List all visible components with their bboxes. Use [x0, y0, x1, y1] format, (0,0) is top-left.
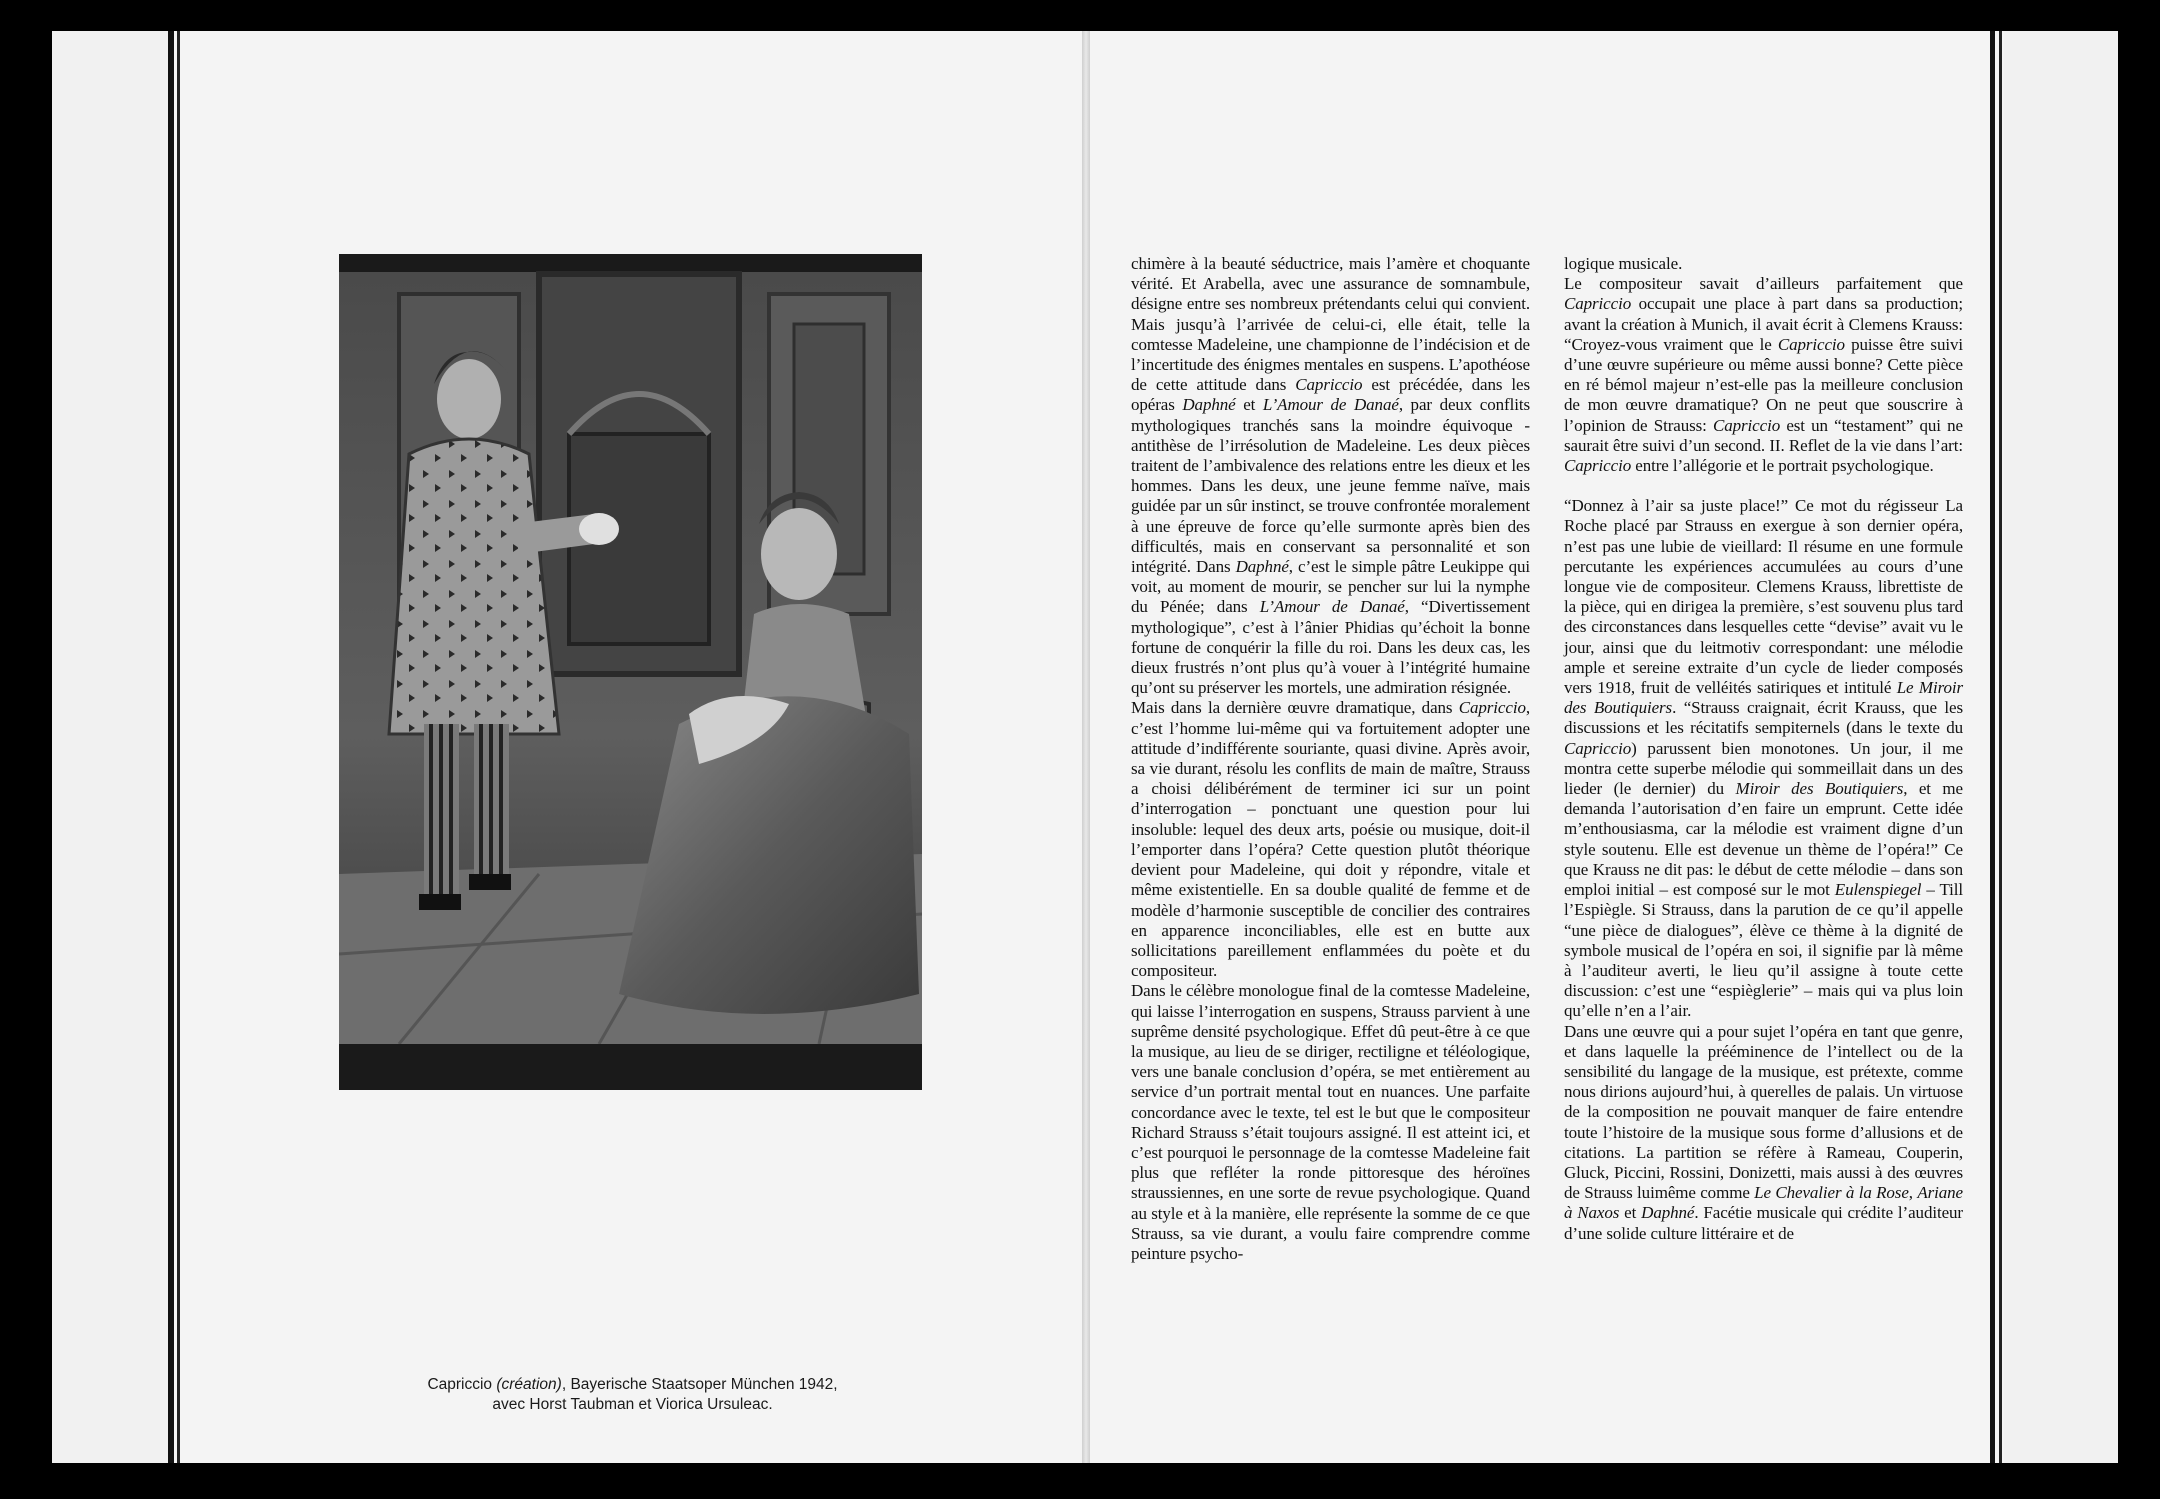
text-run: est précédée, dans les opéras: [1131, 375, 1530, 415]
italic-title: Capriccio: [1564, 456, 1632, 476]
left-border-rule-thin: [177, 31, 180, 1463]
col2-paragraph-3: [1564, 496, 1963, 1021]
italic-title: Capriccio: [1777, 334, 1845, 354]
text-run: ) parussent bien monotones. Un jour, il me montra cette superbe mélodie qui sommeillait dans un des lieder (le dernier) du: [1564, 738, 1963, 799]
text-run: Dans une œuvre qui a pour sujet l’opéra en tant que genre, et dans laquelle la prééminence de l’intellect ou de la sensibilité du langage de la musique, est prétexte, comme nous dirions aujourd’hui, à querelles de palais. Un virtuose de la composition ne pouvait manquer de faire entendre toute l’histoire de la musique sous forme d’allusions et de citations. La partition se réfère à Rameau, Couperin, Gluck, Piccini, Rossini, Donizetti, mais aussi à des œuvres de Strauss luimême comme: [1564, 1021, 1963, 1203]
italic-title: Miroir des Boutiquiers: [1735, 779, 1904, 799]
italic-title: Daphné: [1641, 1203, 1695, 1223]
book-gutter: [1082, 31, 1090, 1463]
italic-title: Le Chevalier à la Rose: [1754, 1183, 1909, 1203]
italic-title: Le Miroir des Boutiquiers: [1564, 678, 1963, 718]
italic-title: Capriccio: [1713, 415, 1781, 435]
text-run: est un “testament” qui ne saurait être suivi d’un second. II. Reflet de la vie dans l’art:: [1564, 415, 1964, 455]
text-run: et: [1235, 395, 1263, 415]
text-run: , et me demanda l’autorisation d’en faire un emprunt. Cette idée m’enthousiasma, car la mélodie est vraiment digne d’un style soutenu. Elle est devenue un thème de l’opéra!” Ce que Krauss ne dit pas: le début de cette mélodie – dans son emploi initial – est composé sur le mot: [1564, 779, 1963, 900]
italic-title: L’Amour de Danaé: [1262, 395, 1399, 415]
col2-paragraph-2: [1564, 274, 1963, 476]
caption-venue: , Bayerische Staatsoper München 1942,: [561, 1376, 838, 1393]
caption-line-2: avec Horst Taubman et Viorica Ursuleac.: [492, 1396, 773, 1413]
text-run: chimère à la beauté séductrice, mais l’amère et choquante vérité. Et Arabella, avec une assurance de somnambule, désigne entre ses nombreux prétendants celui qui convient. Mais jusqu’à l’arrivée de celui-ci, elle était, telle la comtesse Madeleine, une championne de l’indécision et de l’incertitude des énigmes mentales en suspens. L’apothéose de cette attitude dans: [1131, 254, 1530, 395]
right-border-rule: [1990, 31, 1995, 1463]
italic-title: Capriccio: [1564, 294, 1632, 314]
italic-title: Capriccio: [1564, 738, 1632, 758]
left-border-rule: [168, 31, 174, 1463]
text-run: , c’est l’homme lui-même qui va fortuitement adopter une attitude d’indifférente souriante, quasi divine. Après avoir, sa vie durant, résolu les conflits de main de maître, Strauss a choisi délibérément de terminer ici sur un point d’interrogation – ponctuant une question pour lui insoluble: lequel des deux arts, poésie ou musique, doit-il l’emporter dans l’opéra? Cette question plutôt théorique devient pour Madeleine, qui doit y répondre, vitale et même existentielle. En sa double qualité de femme et de modèle d’harmonie susceptible de concilier des contraires en apparence inconciliables, elle est en butte aux sollicitations pareillement enflammées du poète et du compositeur.: [1131, 698, 1530, 981]
text-run: et: [1619, 1203, 1642, 1223]
italic-title: Capriccio: [1458, 698, 1526, 718]
italic-title: Ariane à Naxos: [1564, 1183, 1963, 1223]
right-page-margin: [2004, 31, 2118, 1463]
text-run: Dans le célèbre monologue final de la comtesse Madeleine, qui laisse l’interrogation en suspens, Strauss parvient à une suprême densité psychologique. Effet dû peut-être à ce que la musique, au lieu de se diriger, rectiligne et téléologique, vers une banale conclusion d’opéra, se met entièrement au service d’un portrait mental tout en nuances. Une parfaite concordance avec le texte, tel est le but que le compositeur Richard Strauss s’était toujours assigné. Il est atteint ici, et c’est pourquoi le personnage de la comtesse Madeleine fait plus que refléter la ronde pittoresque des héroïnes straussiennes, en une sorte de revue psychologique. Quand au style et à la manière, elle représente la somme de ce que Strauss, sa vie durant, a voulu faire comprendre comme peinture psycho-: [1131, 981, 1530, 1263]
caption-creation-note: (création): [496, 1376, 562, 1393]
text-run: “Donnez à l’air sa juste place!” Ce mot du régisseur La Roche placé par Strauss en exergue à son dernier opéra, n’est pas une lubie de vieillard: Il résume en une formule percutante les expériences accumulées au cours d’une longue vie de compositeur. Clemens Krauss, librettiste de la pièce, qui en dirigea la première, s’est souvenu plus tard des circonstances dans lesquelles cette “devise” avait vu le jour, ainsi que du leitmotiv correspondant: une mélodie ample et sereine extraite d’un cycle de lieder composés vers 1918, fruit de velléités satiriques et intitulé: [1564, 496, 1963, 698]
text-run: , c’est le simple pâtre Leukippe qui voit, au moment de mourir, se pencher sur lui la nymphe du Pénée; dans: [1131, 557, 1530, 617]
text-run: occupait une place à part dans sa production; avant la création à Munich, il avait écrit à Clemens Krauss: “Croyez-vous vraiment que le: [1564, 294, 1963, 354]
stage-photograph: [339, 254, 922, 1090]
stage-photograph-illustration: [339, 254, 922, 1090]
text-run: – Till l’Espiègle. Si Strauss, dans la parution de ce qu’il appelle “une pièce de dialogues”, élève ce thème à la dignité de symbole musical de l’opéra en soi, il signifie par là même à l’auditeur averti, le lieu qu’il assigne à toute cette discussion: c’est une “espièglerie” – mais qui va plus loin qu’elle n’en a l’air.: [1564, 880, 1964, 1021]
text-run: puisse être suivi d’une œuvre supérieure ou même aussi bonne? Cette pièce en ré bémol majeur n’est-elle pas la meilleure conclusion de mon œuvre dramatique? On ne peut que souscrire à l’opinion de Strauss:: [1564, 334, 1963, 435]
photo-caption: [330, 1375, 935, 1415]
text-run: Mais dans la dernière œuvre dramatique, dans: [1131, 698, 1459, 718]
left-page-margin: [52, 31, 168, 1463]
text-column-1: [1131, 254, 1530, 1264]
col2-paragraph-4: [1564, 1022, 1963, 1244]
col2-paragraph-1: [1564, 254, 1963, 274]
col1-paragraph-1: [1131, 254, 1530, 698]
italic-title: Daphné: [1182, 395, 1236, 415]
text-run: entre l’allégorie et le portrait psychologique.: [1631, 456, 1934, 476]
italic-title: L’Amour de Danaé: [1259, 597, 1405, 617]
caption-line-1: [330, 1375, 935, 1395]
text-run: Le compositeur savait d’ailleurs parfaitement que: [1564, 274, 1963, 294]
caption-title: Capriccio: [427, 1376, 497, 1393]
col1-paragraph-2: [1131, 698, 1530, 981]
text-run: , par deux conflits mythologiques tranchés sans la moindre équivoque - antithèse de l’irrésolution de Madeleine. Les deux pièces traitent de l’ambivalence des relations entre les dieux et les hommes. Dans les deux, une jeune femme naïve, mais guidée par un sûr instinct, se trouve confrontée moralement à une épreuve de force qu’elle surmonte après bien des difficultés, mais en conservant sa personnalité et son intégrité. Dans: [1131, 395, 1530, 577]
right-border-rule-thin: [1999, 31, 2002, 1463]
text-run: logique musicale.: [1564, 254, 1683, 273]
col1-paragraph-3: [1131, 981, 1530, 1264]
text-run: ,: [1908, 1183, 1918, 1203]
italic-title: Eulenspiegel: [1834, 880, 1922, 900]
text-column-2: [1564, 254, 1963, 1244]
italic-title: Capriccio: [1295, 375, 1363, 395]
text-run: . Facétie musicale qui crédite l’auditeur d’une solide culture littéraire et de: [1564, 1203, 1963, 1243]
text-run: , “Divertissement mythologique”, c’est à l’ânier Phidias qu’échoit la bonne fortune de conquérir la fille du roi. Dans les deux cas, les dieux frustrés n’ont plus qu’à vouer à l’intégrité humaine qu’ont su préserver les mortels, une admiration résignée.: [1131, 597, 1530, 698]
italic-title: Daphné: [1235, 557, 1289, 577]
text-run: . “Strauss craignait, écrit Krauss, que les discussions et les récitatifs sempiternels (dans le texte du: [1564, 698, 1963, 738]
